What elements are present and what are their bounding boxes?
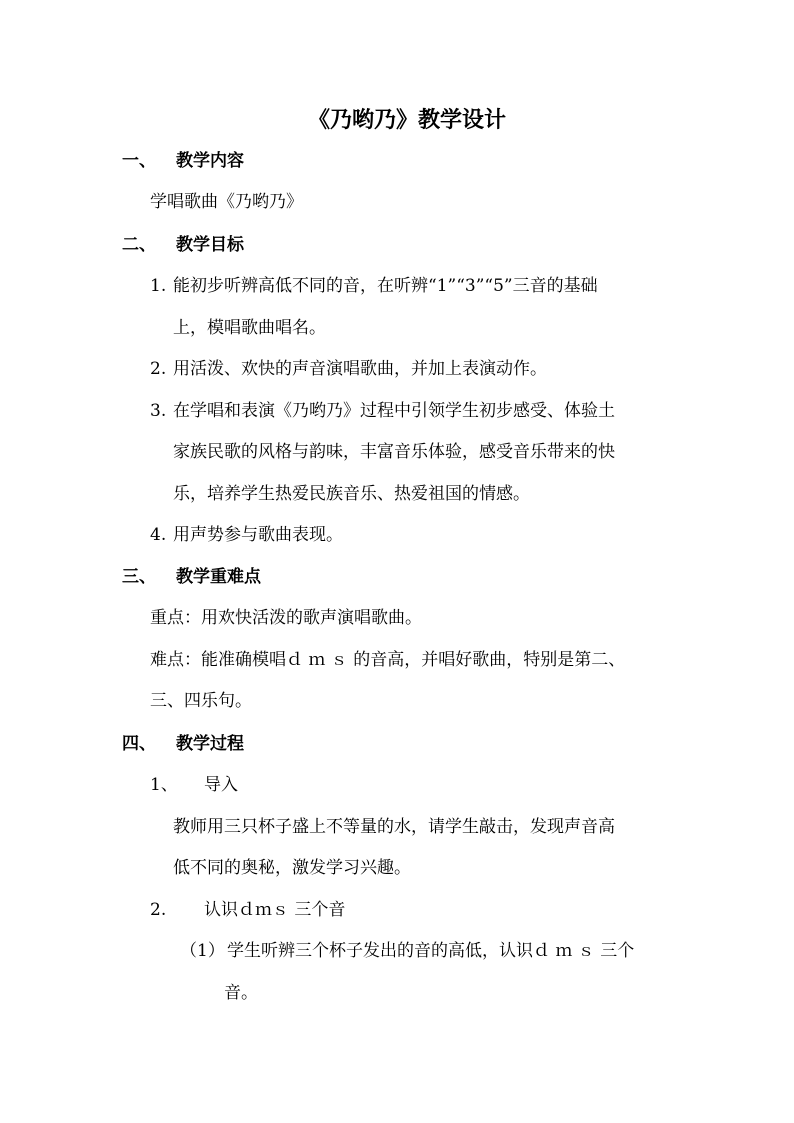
difficulty-text-line-2: 三、四乐句。 bbox=[150, 691, 252, 711]
step-1-number: 1、 bbox=[150, 775, 178, 795]
section-1-heading: 教学内容 bbox=[176, 151, 244, 171]
goal-4-number: 4. bbox=[150, 525, 167, 545]
goal-1-number: 1. bbox=[150, 276, 167, 296]
section-2-heading: 教学目标 bbox=[176, 235, 244, 255]
section-2-number: 二、 bbox=[122, 235, 156, 255]
difficulty-text-line-1: 难点：能准确模唱ｄ ｍ ｓ 的音高，并唱好歌曲，特别是第二、 bbox=[150, 650, 626, 670]
substep-1-number: （1） bbox=[180, 941, 225, 961]
section-3-number: 三、 bbox=[122, 567, 156, 587]
goal-3-number: 3. bbox=[150, 401, 167, 421]
step-1-line-2: 低不同的奥秘，激发学习兴趣。 bbox=[173, 858, 411, 878]
goal-3-line-3: 乐，培养学生热爱民族音乐、热爱祖国的情感。 bbox=[173, 484, 530, 504]
substep-1-line-2: 音。 bbox=[224, 983, 258, 1003]
section-4-heading: 教学过程 bbox=[176, 734, 244, 754]
goal-2-number: 2. bbox=[150, 359, 167, 379]
document-title: 《乃哟乃》教学设计 bbox=[307, 107, 506, 133]
goal-3-line-1: 在学唱和表演《乃哟乃》过程中引领学生初步感受、体验土 bbox=[173, 401, 615, 421]
goal-3-line-2: 家族民歌的风格与韵味，丰富音乐体验，感受音乐带来的快 bbox=[173, 442, 615, 462]
goal-1-line-1: 能初步听辨高低不同的音，在听辨“1”“3”“5”三音的基础 bbox=[173, 276, 598, 296]
goal-2-line-1: 用活泼、欢快的声音演唱歌曲，并加上表演动作。 bbox=[173, 359, 547, 379]
section-1-text: 学唱歌曲《乃哟乃》 bbox=[150, 192, 303, 212]
substep-1-line-1: 学生听辨三个杯子发出的音的高低，认识ｄ ｍ ｓ 三个 bbox=[227, 941, 635, 961]
goal-1-line-2: 上，模唱歌曲唱名。 bbox=[173, 318, 326, 338]
step-1-label: 导入 bbox=[204, 775, 238, 795]
key-point-text: 重点：用欢快活泼的歌声演唱歌曲。 bbox=[150, 608, 422, 628]
section-4-number: 四、 bbox=[122, 734, 156, 754]
step-2-number: 2. bbox=[150, 900, 167, 920]
section-1-number: 一、 bbox=[122, 151, 156, 171]
step-2-label: 认识ｄｍｓ 三个音 bbox=[204, 900, 346, 920]
step-1-line-1: 教师用三只杯子盛上不等量的水，请学生敲击，发现声音高 bbox=[173, 817, 615, 837]
section-3-heading: 教学重难点 bbox=[176, 567, 261, 587]
goal-4-line-1: 用声势参与歌曲表现。 bbox=[173, 525, 343, 545]
